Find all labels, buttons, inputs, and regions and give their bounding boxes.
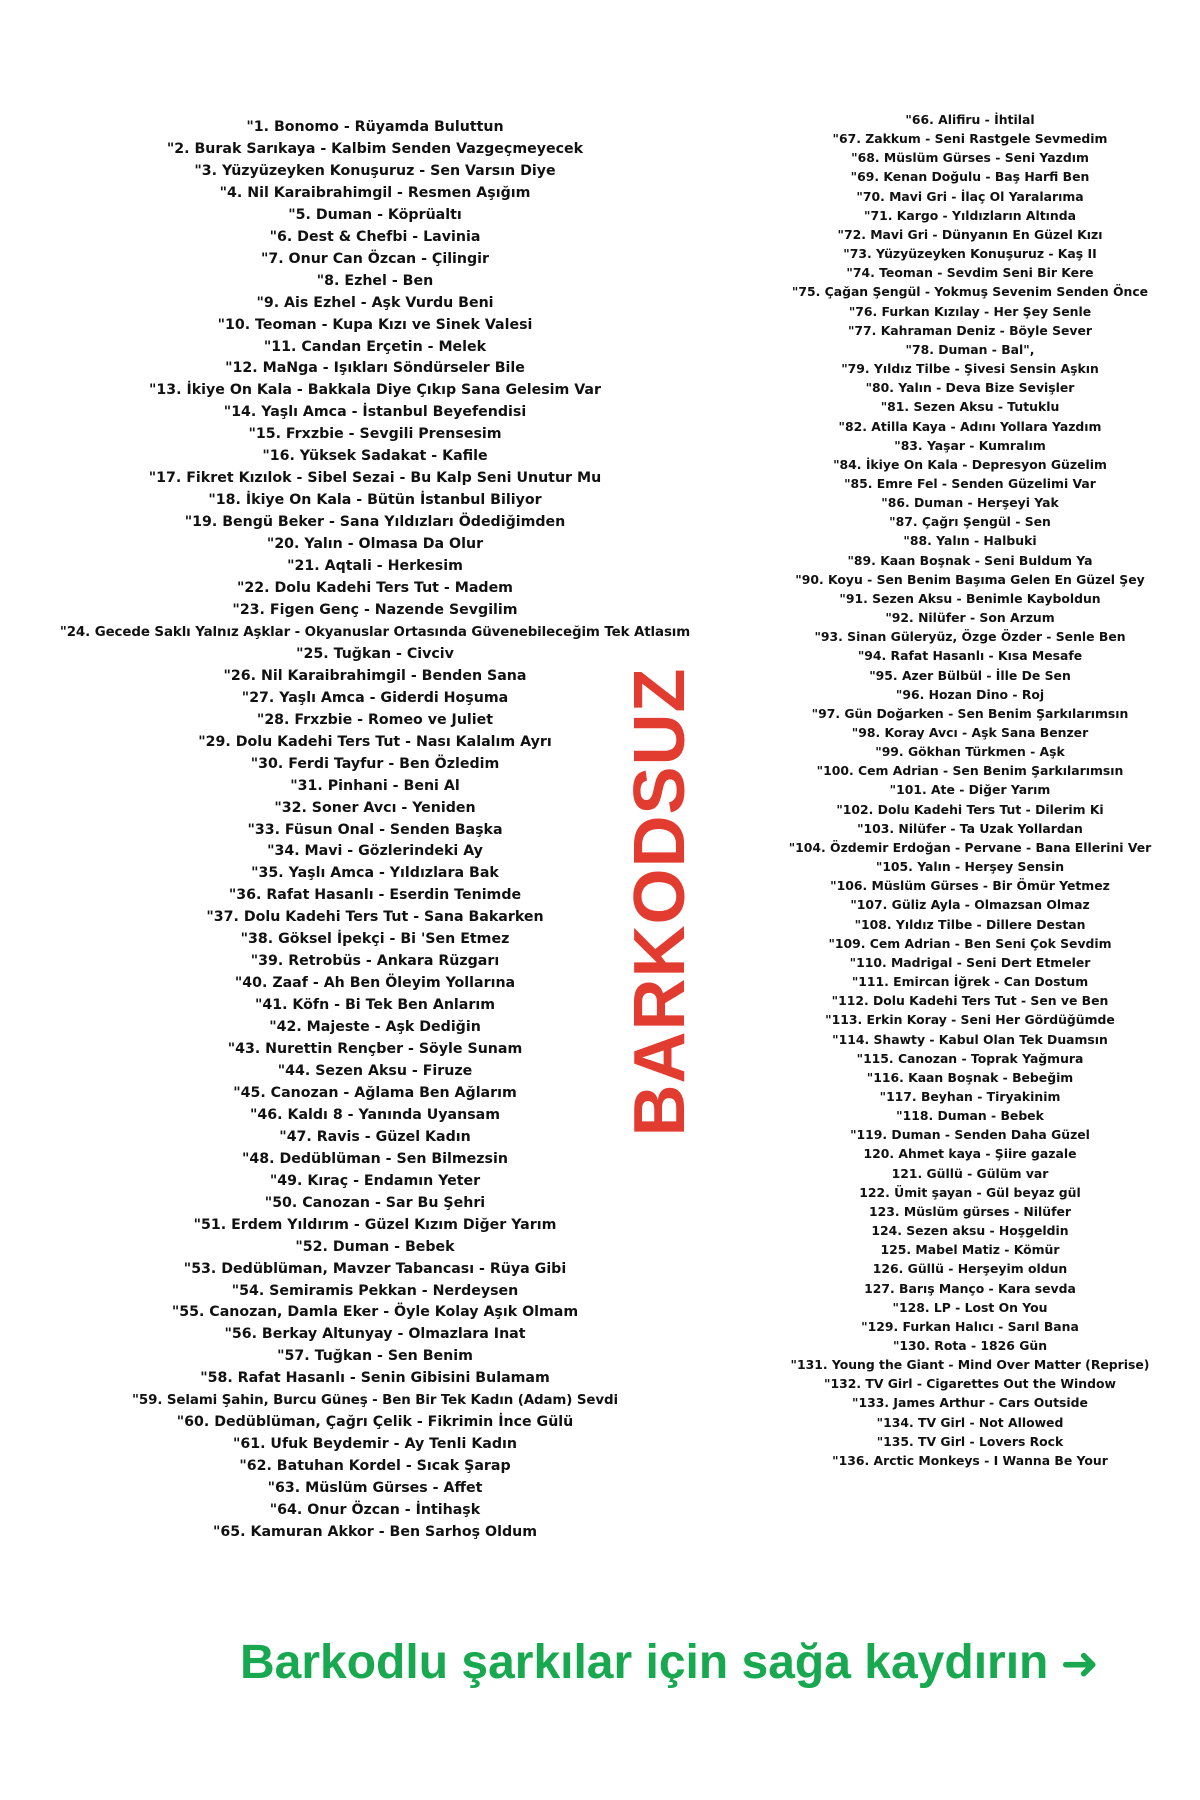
song-list-item: "61. Ufuk Beydemir - Ay Tenli Kadın bbox=[232, 1436, 518, 1453]
song-list-item: "98. Koray Avcı - Aşk Sana Benzer bbox=[851, 725, 1089, 740]
song-list-item: "60. Dedüblüman, Çağrı Çelik - Fikrimin İnce Gülü bbox=[176, 1414, 574, 1431]
song-list-item: 125. Mabel Matiz - Kömür bbox=[880, 1242, 1060, 1258]
song-list-item: "63. Müslüm Gürses - Affet bbox=[267, 1480, 483, 1497]
song-list-item: 126. Güllü - Herşeyim oldun bbox=[872, 1261, 1068, 1277]
song-list-item: "69. Kenan Doğulu - Baş Harfi Ben bbox=[850, 169, 1090, 185]
song-list-item: "29. Dolu Kadehi Ters Tut - Nası Kalalım Ayrı bbox=[198, 733, 552, 750]
song-list-item: "19. Bengü Beker - Sana Yıldızları Ödediğimden bbox=[184, 514, 566, 531]
song-list-item: "67. Zakkum - Seni Rastgele Sevmedim bbox=[832, 131, 1108, 147]
swipe-banner bbox=[240, 1635, 1099, 1690]
song-list-item: "81. Sezen Aksu - Tutuklu bbox=[880, 399, 1060, 415]
song-list-item: "68. Müslüm Gürses - Seni Yazdım bbox=[851, 150, 1089, 166]
song-list-item: "75. Çağan Şengül - Yokmuş Sevenim Senden Önce bbox=[791, 284, 1149, 300]
song-list-item: "59. Selami Şahin, Burcu Güneş - Ben Bir Tek Kadın (Adam) Sevdi bbox=[132, 1393, 618, 1409]
song-list-item: "4. Nil Karaibrahimgil - Resmen Aşığım bbox=[219, 184, 531, 201]
song-list-item: "112. Dolu Kadehi Ters Tut - Sen ve Ben bbox=[831, 993, 1109, 1009]
song-list-item: "86. Duman - Herşeyi Yak bbox=[881, 495, 1059, 511]
song-list-item: "14. Yaşlı Amca - İstanbul Beyefendisi bbox=[223, 404, 527, 421]
song-list-item: "52. Duman - Bebek bbox=[295, 1238, 455, 1255]
song-list-item: "70. Mavi Gri - İlaç Ol Yaralarıma bbox=[856, 188, 1084, 204]
song-list-item: 127. Barış Manço - Kara sevda bbox=[864, 1280, 1076, 1296]
song-list-item: "18. İkiye On Kala - Bütün İstanbul Biliyor bbox=[208, 492, 542, 509]
song-list-item: "65. Kamuran Akkor - Ben Sarhoş Oldum bbox=[213, 1524, 537, 1540]
song-list-item: "108. Yıldız Tilbe - Dillere Destan bbox=[854, 916, 1086, 932]
song-list-item: "78. Duman - Bal", bbox=[905, 341, 1035, 357]
song-list-item: "7. Onur Can Özcan - Çilingir bbox=[260, 250, 490, 267]
song-list-item: "118. Duman - Bebek bbox=[896, 1108, 1044, 1124]
song-list-item: "92. Nilüfer - Son Arzum bbox=[885, 610, 1055, 626]
song-list-item: "43. Nurettin Rençber - Söyle Sunam bbox=[227, 1041, 523, 1058]
song-list-item: "109. Cem Adrian - Ben Seni Çok Sevdim bbox=[828, 935, 1112, 951]
song-list-item: "47. Ravis - Güzel Kadın bbox=[279, 1128, 471, 1145]
song-list-item: "129. Furkan Halıcı - Sarıl Bana bbox=[861, 1318, 1079, 1334]
right-arrow-icon: ➜ bbox=[1060, 1635, 1099, 1690]
song-list-item: "104. Özdemir Erdoğan - Pervane - Bana Ellerini Ver bbox=[788, 839, 1152, 855]
song-list-item: "116. Kaan Boşnak - Bebeğim bbox=[866, 1069, 1074, 1085]
song-list-right bbox=[750, 110, 1190, 1470]
song-list-item: "115. Canozan - Toprak Yağmura bbox=[856, 1050, 1084, 1066]
song-list-item: "40. Zaaf - Ah Ben Öleyim Yollarına bbox=[234, 975, 516, 992]
song-list-item: "37. Dolu Kadehi Ters Tut - Sana Bakarken bbox=[206, 909, 544, 926]
song-list-item: "100. Cem Adrian - Sen Benim Şarkılarımsın bbox=[816, 763, 1124, 779]
song-list-item: "85. Emre Fel - Senden Güzelimi Var bbox=[844, 475, 1096, 491]
song-list-item: 120. Ahmet kaya - Şiire gazale bbox=[863, 1146, 1077, 1162]
song-list-item: "79. Yıldız Tilbe - Şivesi Sensin Aşkın bbox=[841, 361, 1099, 377]
song-list-item: "12. MaNga - Işıkları Söndürseler Bile bbox=[225, 360, 525, 377]
song-list-item: "136. Arctic Monkeys - I Wanna Be Your bbox=[832, 1452, 1108, 1468]
song-list-item: "42. Majeste - Aşk Dediğin bbox=[269, 1019, 481, 1036]
song-list-item: "8. Ezhel - Ben bbox=[316, 272, 434, 289]
song-list-item: "41. Köfn - Bi Tek Ben Anlarım bbox=[254, 997, 496, 1014]
vertical-title: BARKODSUZ bbox=[620, 667, 700, 1137]
song-list-item: "55. Canozan, Damla Eker - Öyle Kolay Aşık Olmam bbox=[171, 1304, 579, 1321]
song-list-item: "72. Mavi Gri - Dünyanın En Güzel Kızı bbox=[837, 226, 1103, 242]
song-list-item: "90. Koyu - Sen Benim Başıma Gelen En Güzel Şey bbox=[795, 571, 1145, 587]
song-list-item: 123. Müslüm gürses - Nilüfer bbox=[868, 1203, 1072, 1219]
song-list-item: "89. Kaan Boşnak - Seni Buldum Ya bbox=[847, 552, 1093, 568]
song-list-item: "39. Retrobüs - Ankara Rüzgarı bbox=[250, 953, 500, 970]
song-list-item: "105. Yalın - Herşey Sensin bbox=[875, 859, 1065, 875]
song-list-item: "93. Sinan Güleryüz, Özge Özder - Senle Ben bbox=[814, 629, 1126, 645]
song-list-item: "56. Berkay Altunyay - Olmazlara Inat bbox=[224, 1326, 526, 1343]
song-list-item: "113. Erkin Koray - Seni Her Gördüğümde bbox=[825, 1012, 1115, 1028]
song-list-item: "5. Duman - Köprüaltı bbox=[288, 206, 462, 223]
song-list-item: "35. Yaşlı Amca - Yıldızlara Bak bbox=[251, 865, 499, 882]
song-list-item: "49. Kıraç - Endamın Yeter bbox=[269, 1172, 481, 1189]
song-list-item: "3. Yüzyüzeyken Konuşuruz - Sen Varsın Diye bbox=[194, 162, 556, 179]
song-list-item: "84. İkiye On Kala - Depresyon Güzelim bbox=[833, 456, 1107, 472]
song-list-item: "64. Onur Özcan - İntihaşk bbox=[269, 1502, 481, 1519]
song-list-item: "99. Gökhan Türkmen - Aşk bbox=[875, 744, 1065, 760]
song-list-item: "27. Yaşlı Amca - Giderdi Hoşuma bbox=[241, 689, 509, 706]
song-list-item: "135. TV Girl - Lovers Rock bbox=[876, 1433, 1064, 1449]
song-list-item: "96. Hozan Dino - Roj bbox=[895, 686, 1045, 702]
song-list-item: "1. Bonomo - Rüyamda Buluttun bbox=[246, 119, 504, 135]
song-list-item: "23. Figen Genç - Nazende Sevgilim bbox=[232, 601, 518, 618]
song-list-item: "74. Teoman - Sevdim Seni Bir Kere bbox=[846, 265, 1094, 281]
song-list-item: "88. Yalın - Halbuki bbox=[903, 533, 1037, 549]
song-list-item: "28. Frxzbie - Romeo ve Juliet bbox=[256, 711, 494, 728]
song-list-item: "76. Furkan Kızılay - Her Şey Senle bbox=[848, 303, 1092, 319]
song-list-item: "6. Dest & Chefbi - Lavinia bbox=[269, 228, 481, 245]
song-list-item: "82. Atilla Kaya - Adını Yollara Yazdım bbox=[838, 418, 1102, 434]
song-list-item: "9. Ais Ezhel - Aşk Vurdu Beni bbox=[256, 294, 494, 311]
song-list-item: "103. Nilüfer - Ta Uzak Yollardan bbox=[857, 820, 1083, 836]
song-list-item: "128. LP - Lost On You bbox=[892, 1299, 1048, 1315]
song-list-item: "71. Kargo - Yıldızların Altında bbox=[864, 207, 1076, 223]
song-list-item: "130. Rota - 1826 Gün bbox=[892, 1338, 1048, 1353]
song-list-item: "114. Shawty - Kabul Olan Tek Duamsın bbox=[832, 1031, 1108, 1047]
song-list-item: "16. Yüksek Sadakat - Kafile bbox=[262, 448, 488, 465]
song-list-item: "107. Güliz Ayla - Olmazsan Olmaz bbox=[850, 897, 1090, 913]
song-list-item: "11. Candan Erçetin - Melek bbox=[263, 338, 487, 355]
song-list-item: "58. Rafat Hasanlı - Senin Gibisini Bulamam bbox=[200, 1370, 550, 1387]
song-list-item: "22. Dolu Kadehi Ters Tut - Madem bbox=[237, 580, 513, 597]
song-list-item: "21. Aqtali - Herkesim bbox=[287, 558, 463, 575]
song-list-item: "17. Fikret Kızılok - Sibel Sezai - Bu Kalp Seni Unutur Mu bbox=[148, 470, 602, 487]
song-list-item: "13. İkiye On Kala - Bakkala Diye Çıkıp Sana Gelesim Var bbox=[148, 382, 601, 399]
song-list-item: "20. Yalın - Olmasa Da Olur bbox=[266, 536, 484, 553]
song-list-item: "117. Beyhan - Tiryakinim bbox=[879, 1088, 1061, 1104]
song-list-item: "57. Tuğkan - Sen Benim bbox=[277, 1348, 473, 1365]
song-list-item: "110. Madrigal - Seni Dert Etmeler bbox=[849, 954, 1091, 970]
song-list-item: "131. Young the Giant - Mind Over Matter (Reprise) bbox=[790, 1357, 1150, 1373]
song-list-item: "33. Füsun Onal - Senden Başka bbox=[247, 821, 503, 838]
song-list-item: "45. Canozan - Ağlama Ben Ağlarım bbox=[233, 1084, 517, 1101]
song-list-item: "2. Burak Sarıkaya - Kalbim Senden Vazgeçmeyecek bbox=[166, 140, 584, 157]
song-list-item: "66. Alifiru - İhtilal bbox=[905, 112, 1035, 127]
song-list-item: "87. Çağrı Şengül - Sen bbox=[889, 514, 1051, 530]
song-list-item: "51. Erdem Yıldırım - Güzel Kızım Diğer Yarım bbox=[193, 1216, 557, 1233]
song-list-item: "46. Kaldı 8 - Yanında Uyansam bbox=[249, 1106, 500, 1123]
song-list-item: "31. Pinhani - Beni Al bbox=[290, 777, 460, 794]
song-list-item: "83. Yaşar - Kumralım bbox=[894, 437, 1046, 453]
song-list-item: "132. TV Girl - Cigarettes Out the Window bbox=[824, 1376, 1116, 1392]
song-list-item: "54. Semiramis Pekkan - Nerdeysen bbox=[231, 1282, 519, 1299]
song-list-item: "50. Canozan - Sar Bu Şehri bbox=[264, 1194, 486, 1211]
song-list-item: "73. Yüzyüzeyken Konuşuruz - Kaş II bbox=[843, 246, 1097, 262]
song-list-item: 124. Sezen aksu - Hoşgeldin bbox=[871, 1223, 1069, 1239]
song-list-item: "91. Sezen Aksu - Benimle Kayboldun bbox=[839, 590, 1101, 606]
song-list-item: "25. Tuğkan - Civciv bbox=[296, 645, 454, 662]
song-list-item: "44. Sezen Aksu - Firuze bbox=[277, 1062, 473, 1079]
song-list-item: "53. Dedüblüman, Mavzer Tabancası - Rüya Gibi bbox=[183, 1260, 567, 1277]
song-list-item: "94. Rafat Hasanlı - Kısa Mesafe bbox=[857, 648, 1083, 664]
song-list-item: "38. Göksel İpekçi - Bi 'Sen Etmez bbox=[240, 931, 510, 948]
song-list-item: "34. Mavi - Gözlerindeki Ay bbox=[267, 843, 483, 860]
song-list-item: "15. Frxzbie - Sevgili Prensesim bbox=[248, 426, 502, 443]
song-list-item: 122. Ümit şayan - Gül beyaz gül bbox=[859, 1184, 1081, 1200]
song-list-item: "10. Teoman - Kupa Kızı ve Sinek Valesi bbox=[217, 316, 533, 333]
song-list-item: "30. Ferdi Tayfur - Ben Özledim bbox=[250, 755, 500, 772]
song-list-item: "111. Emircan İğrek - Can Dostum bbox=[851, 974, 1089, 990]
song-list-item: 121. Güllü - Gülüm var bbox=[891, 1165, 1049, 1181]
song-list-item: "26. Nil Karaibrahimgil - Benden Sana bbox=[223, 667, 527, 684]
song-list-item: "101. Ate - Diğer Yarım bbox=[889, 782, 1051, 798]
song-list-item: "133. James Arthur - Cars Outside bbox=[852, 1395, 1088, 1411]
song-list-item: "134. TV Girl - Not Allowed bbox=[876, 1414, 1064, 1430]
song-list-item: "62. Batuhan Kordel - Sıcak Şarap bbox=[239, 1458, 511, 1475]
song-list-item: "48. Dedüblüman - Sen Bilmezsin bbox=[242, 1150, 508, 1167]
song-list-item: "106. Müslüm Gürses - Bir Ömür Yetmez bbox=[830, 878, 1110, 894]
song-list-item: "95. Azer Bülbül - İlle De Sen bbox=[869, 667, 1071, 683]
song-list-item: "102. Dolu Kadehi Ters Tut - Dilerim Ki bbox=[836, 801, 1104, 817]
song-list-item: "36. Rafat Hasanlı - Eserdin Tenimde bbox=[228, 887, 522, 904]
song-list-item: "32. Soner Avcı - Yeniden bbox=[274, 799, 476, 816]
song-list-item: "24. Gecede Saklı Yalnız Aşklar - Okyanuslar Ortasında Güvenebileceğim Tek Atlasım bbox=[59, 624, 691, 640]
song-list-item: "77. Kahraman Deniz - Böyle Sever bbox=[847, 322, 1093, 338]
song-list-item: "119. Duman - Senden Daha Güzel bbox=[850, 1127, 1090, 1143]
song-list-item: "80. Yalın - Deva Bize Sevişler bbox=[865, 380, 1075, 396]
song-list-item: "97. Gün Doğarken - Sen Benim Şarkılarımsın bbox=[811, 705, 1129, 721]
swipe-banner-text: Barkodlu şarkılar için sağa kaydırın bbox=[240, 1636, 1049, 1689]
